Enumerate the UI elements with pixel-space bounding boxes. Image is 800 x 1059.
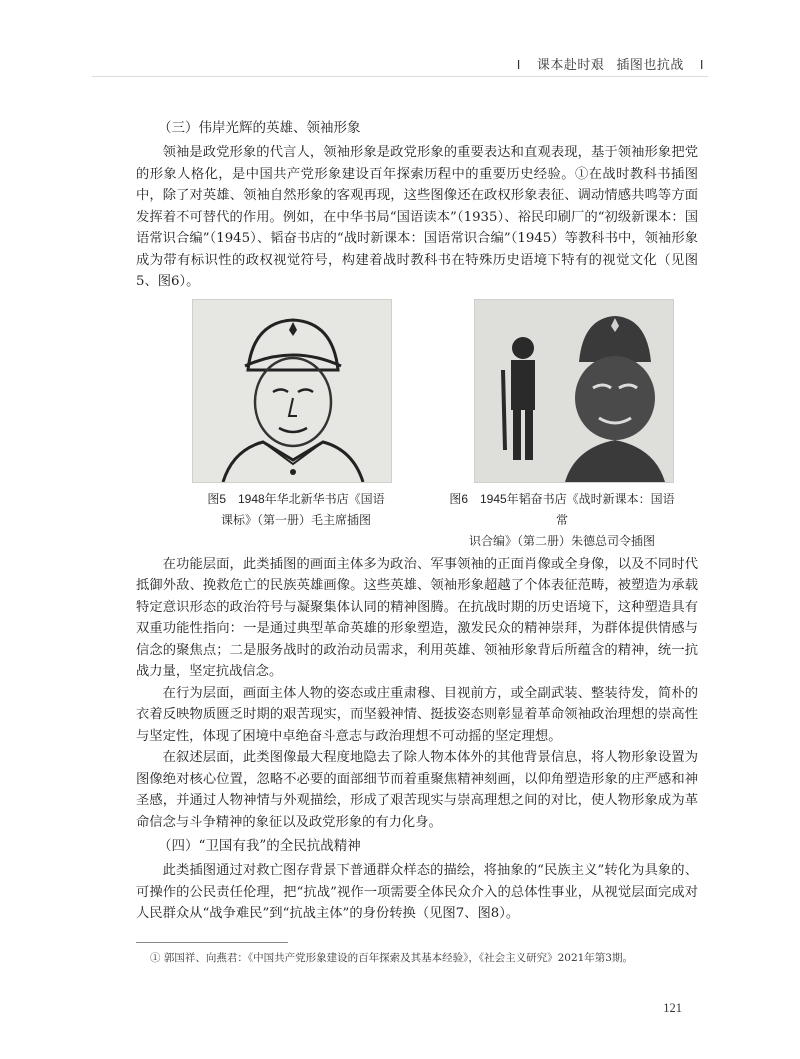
- paragraph-behavior-level: 在行为层面，画面主体人物的姿态或庄重肃穆、目视前方，或全副武装、整装待发，简朴的衣着反映物质匮乏时期的艰苦现实，而坚毅神情、挺拔姿态则彰显着革命领袖政治理想的崇高性与坚定性，体现了困境中卓绝奋斗意志与政治理想不可动摇的坚定理想。: [136, 685, 698, 744]
- paragraph-narrative-level: 在叙述层面，此类图像最大程度地隐去了除人物本体外的其他背景信息，将人物形象设置为图像绝对核心位置，忽略不必要的面部细节而着重聚焦精神刻画，以仰角塑造形象的庄严感和神圣感，并通过人物神情与外观描绘，形成了艰苦现实与崇高理想之间的对比，使人物形象成为革命信念与斗争精神的象征以及政党形象的有力化身。: [136, 750, 698, 830]
- woodcut-soldier-portrait-icon: [475, 300, 673, 482]
- figure-5-caption-line2: 课标》（第一册）毛主席插图: [220, 512, 371, 527]
- paragraph-function-level: 在功能层面，此类插图的画面主体多为政治、军事领袖的正面肖像或全身像，以及不同时代抵御外敌、挽救危亡的民族英雄画像。这些英雄、领袖形象超越了个体表征范畴，被塑造为承载特定意识形态的政治符号与凝聚集体认同的精神图腾。在抗战时期的历史语境下，这种塑造具有双重功能性指向：一是通过典型革命英雄的形象塑造，激发民众的精神崇拜，为群体提供情感与信念的聚焦点；二是服务战时的政治动员需求，利用英雄、领袖形象背后所蕴含的精神，统一抗战力量，坚定抗战信念。: [136, 556, 698, 679]
- figure-6-caption-line1: 图6 1945年韬奋书店《战时新课本：国语常: [449, 491, 675, 527]
- figure-row: [182, 299, 676, 552]
- header-rule: [92, 76, 708, 77]
- figure-6-illustration: [474, 299, 674, 483]
- portrait-sketch-icon: [193, 300, 391, 482]
- figure-5: [182, 299, 410, 552]
- paragraph-national-resistance: 此类插图通过对救亡图存背景下普通群众样态的描绘，将抽象的“民族主义”转化为具象的、可操作的公民责任伦理，把“抗战”视作一项需要全体民众介入的总体性事业，从视觉层面完成对人民群众从“战争难民”到“抗战主体”的身份转换（见图7、图8）。: [136, 863, 698, 921]
- footnote: ① 郭国祥、向燕君：《中国共产党形象建设的百年探索及其基本经验》，《社会主义研究》2021年第3期。: [150, 952, 633, 964]
- header-right-title: 插图也抗战: [616, 57, 684, 72]
- main-content: [136, 117, 698, 925]
- figure-5-illustration: [192, 299, 392, 483]
- figure-6-caption-line2: 识合编》（第二册）朱德总司令插图: [468, 533, 655, 548]
- page-number: 121: [663, 1001, 682, 1015]
- header-left-title: 课本赴时艰: [536, 57, 605, 72]
- paragraph-leader-image: 领袖是政党形象的代言人，领袖形象是政党形象的重要表达和直观表现，基于领袖形象把党的形象人格化，是中国共产党形象建设百年探索历程中的重要历史经验。①在战时教科书插图中，除了对英雄、领袖自然形象的客观再现，这些图像还在政权形象表征、调动情感共鸣等方面发挥着不可替代的作用。例如，在中华书局“国语读本”（1935）、裕民印刷厂的“初级新课本：国语常识合编”（1945）、韬奋书店的“战时新课本：国语常识合编”（1945）等教科书中，领袖形象成为带有标识性的政权视觉符号，构建着战时教科书在特殊历史语境下特有的视觉文化（见图5、图6）。: [136, 145, 698, 289]
- footnote-rule: [136, 942, 288, 943]
- section-heading-3: （三）伟岸光辉的英雄、领袖形象: [158, 120, 361, 136]
- section-heading-4: （四）“卫国有我”的全民抗战精神: [158, 838, 361, 854]
- header-separator: I: [516, 57, 521, 72]
- running-header: [517, 54, 704, 73]
- header-separator-end: I: [699, 57, 704, 72]
- figure-6: [448, 299, 676, 552]
- figure-5-caption-line1: 图5 1948年华北新华书店《国语: [207, 491, 385, 506]
